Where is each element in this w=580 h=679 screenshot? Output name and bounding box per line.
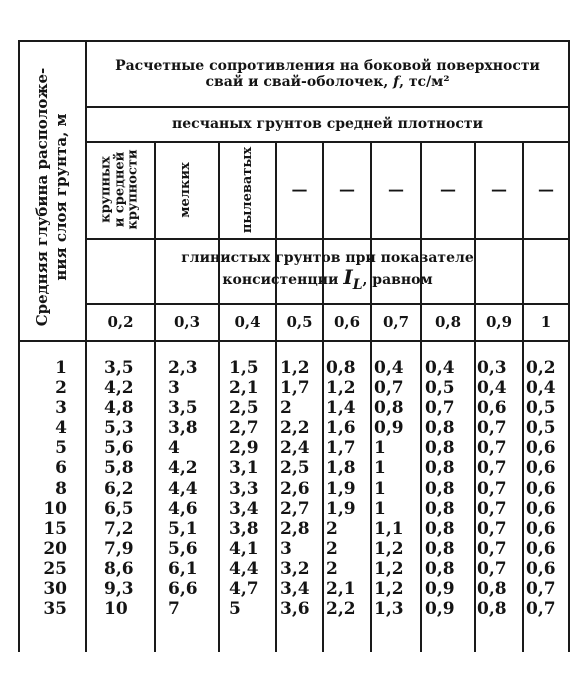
table-cell: 8,6 — [104, 558, 134, 579]
table-cell: 0,5 — [425, 378, 455, 399]
table-cell: 0,7 — [477, 478, 507, 499]
table-top-rule — [18, 40, 570, 42]
il-value-5: 0,6 — [333, 312, 361, 331]
dash-col-8: — — [491, 180, 507, 200]
table-cell: 3,5 — [104, 358, 134, 378]
header-bottom-rule — [18, 340, 570, 342]
table-cell: 1,9 — [326, 498, 356, 519]
table-cell: 3,8 — [229, 518, 259, 539]
table-cell: 5,6 — [168, 538, 198, 559]
table-cell: 2,5 — [229, 398, 259, 419]
values-column-3 — [229, 358, 259, 619]
depth-title-line2: ния слоя грунта, м — [52, 113, 70, 281]
table-cell: 0,5 — [526, 398, 556, 419]
table-cell: 0,8 — [425, 498, 455, 519]
table-cell: 0,8 — [425, 538, 455, 559]
depth-value: 6 — [55, 458, 67, 479]
depth-value: 4 — [55, 418, 67, 439]
values-column-1 — [104, 358, 134, 619]
table-cell: 1,4 — [326, 398, 356, 419]
dash-col-4: — — [291, 180, 308, 200]
resistance-symbol: f — [393, 74, 400, 90]
table-cell: 3,4 — [280, 579, 310, 600]
clay-title-line1: глинистых грунтов при показателе — [181, 249, 474, 266]
table-cell: 0,8 — [425, 518, 455, 539]
depth-title-line1: Средняя глубина расположе- — [33, 67, 52, 327]
table-cell: 0,7 — [477, 498, 507, 519]
table-cell: 2 — [280, 398, 292, 419]
table-cell: 4,8 — [104, 398, 134, 419]
table-cell: 0,6 — [526, 478, 556, 499]
table-cell: 3,8 — [168, 418, 198, 439]
table-cell: 2,4 — [280, 438, 310, 459]
table-cell: 0,6 — [526, 518, 556, 539]
table-cell: 2,1 — [229, 378, 259, 399]
table-cell: 4,4 — [229, 558, 259, 579]
table-cell: 0,9 — [374, 418, 404, 439]
table-cell: 0,2 — [526, 358, 556, 378]
table-cell: 2,8 — [280, 518, 310, 539]
table-cell: 0,8 — [425, 478, 455, 499]
liquidity-index-symbol: $I_L$ — [343, 265, 363, 293]
depth-value: 5 — [55, 438, 67, 459]
table-cell: 3,2 — [280, 558, 310, 579]
table-cell: 0,7 — [477, 558, 507, 579]
table-cell: 1 — [374, 478, 386, 499]
table-cell: 1,8 — [326, 458, 356, 479]
table-cell: 1,2 — [374, 558, 404, 579]
table-cell: 2 — [326, 538, 338, 559]
resistance-title — [87, 44, 568, 104]
clay-soils-title — [87, 240, 568, 303]
table-cell: 2 — [326, 558, 338, 579]
resistance-unit: , тс/м² — [399, 74, 450, 90]
table-cell: 1,3 — [374, 599, 404, 620]
table-cell: 0,4 — [425, 358, 455, 378]
values-column-4 — [280, 358, 310, 619]
table-cell: 2,2 — [280, 418, 310, 439]
values-column-5 — [326, 358, 356, 619]
depth-value: 2 — [55, 378, 67, 399]
il-value-2: 0,3 — [173, 312, 201, 331]
table-cell: 0,9 — [425, 579, 455, 600]
depth-value: 20 — [43, 538, 67, 559]
table-cell: 0,8 — [425, 458, 455, 479]
table-cell: 1 — [374, 458, 386, 479]
table-cell: 2 — [326, 518, 338, 539]
table-cell: 3,3 — [229, 478, 259, 499]
table-cell: 4,2 — [104, 378, 134, 399]
table-cell: 6,2 — [104, 478, 134, 499]
depth-value: 1 — [55, 358, 67, 378]
table-cell: 0,8 — [374, 398, 404, 419]
table-cell: 5 — [229, 599, 241, 620]
column-rule-1 — [154, 141, 156, 652]
table-cell: 2,3 — [168, 358, 198, 378]
table-cell: 2,5 — [280, 458, 310, 479]
table-cell: 5,6 — [104, 438, 134, 459]
table-cell: 1,6 — [326, 418, 356, 439]
sand-soils-title: песчаных грунтов средней плотности — [172, 116, 483, 133]
table-cell: 1,1 — [374, 518, 404, 539]
table-cell: 5,3 — [104, 418, 134, 439]
table-cell: 2,2 — [326, 599, 356, 620]
table-cell: 4,7 — [229, 579, 259, 600]
table-cell: 4,1 — [229, 538, 259, 559]
table-cell: 0,6 — [526, 538, 556, 559]
il-value-8: 0,9 — [485, 312, 513, 331]
table-cell: 1,5 — [229, 358, 259, 378]
table-cell: 6,6 — [168, 579, 198, 600]
dash-col-9: — — [538, 180, 554, 200]
table-cell: 0,8 — [425, 558, 455, 579]
table-cell: 0,8 — [425, 438, 455, 459]
table-cell: 7,2 — [104, 518, 134, 539]
table-cell: 0,8 — [477, 579, 507, 600]
depth-value: 30 — [43, 579, 67, 600]
il-value-4: 0,5 — [286, 312, 313, 331]
table-cell: 5,8 — [104, 458, 134, 479]
depth-value: 25 — [43, 558, 67, 579]
table-cell: 2,7 — [280, 498, 310, 519]
table-cell: 0,7 — [477, 418, 507, 439]
table-cell: 0,4 — [374, 358, 404, 378]
table-cell: 5,1 — [168, 518, 198, 539]
dash-col-5: — — [339, 180, 355, 200]
depth-value: 10 — [43, 498, 67, 519]
table-cell: 2,6 — [280, 478, 310, 499]
il-value-3: 0,4 — [234, 312, 261, 331]
table-cell: 0,5 — [526, 418, 556, 439]
dash-col-6: — — [388, 180, 404, 200]
table-cell: 0,7 — [477, 458, 507, 479]
depth-value: 15 — [43, 518, 67, 539]
table-cell: 1,2 — [374, 579, 404, 600]
resistance-title-line1: Расчетные сопротивления на боковой поверхности — [115, 57, 540, 74]
table-cell: 3,6 — [280, 599, 310, 620]
table-cell: 10 — [104, 599, 128, 620]
table-cell: 0,8 — [425, 418, 455, 439]
il-value-7: 0,8 — [434, 312, 462, 331]
values-column-2 — [168, 358, 198, 619]
table-cell: 2,7 — [229, 418, 259, 439]
table-cell: 3,4 — [229, 498, 259, 519]
depth-values-column — [20, 358, 67, 619]
table-cell: 0,7 — [477, 438, 507, 459]
table-cell: 0,7 — [374, 378, 404, 399]
table-cell: 0,3 — [477, 358, 507, 378]
table-cell: 3,1 — [229, 458, 259, 479]
table-cell: 3,5 — [168, 398, 198, 419]
table-cell: 2,1 — [326, 579, 356, 600]
table-cell: 1,2 — [326, 378, 356, 399]
table-cell: 7 — [168, 599, 180, 620]
depth-value: 35 — [43, 599, 67, 620]
il-value-6: 0,7 — [382, 312, 410, 331]
table-cell: 2,9 — [229, 438, 259, 459]
table-cell: 9,3 — [104, 579, 134, 600]
table-cell: 0,9 — [425, 599, 455, 620]
column-rule-2 — [218, 141, 220, 652]
clay-title-line2: консистенции $I_L$, равном — [222, 265, 433, 293]
table-cell: 0,7 — [477, 538, 507, 559]
sand-type-fine: мелких — [178, 162, 194, 218]
depth-column-title — [30, 47, 74, 347]
table-cell: 0,8 — [326, 358, 356, 378]
table-cell: 0,4 — [477, 378, 507, 399]
table-cell: 4,4 — [168, 478, 198, 499]
table-cell: 3 — [280, 538, 292, 559]
table-cell: 0,6 — [526, 458, 556, 479]
table-cell: 0,4 — [526, 378, 556, 399]
resistance-title-line2: свай и свай-оболочек, f, тс/м² — [205, 74, 450, 90]
table-right-border — [568, 40, 570, 652]
table-cell: 0,6 — [526, 558, 556, 579]
table-cell: 4 — [168, 438, 180, 459]
table-cell: 1,9 — [326, 478, 356, 499]
il-value-1: 0,2 — [107, 312, 134, 331]
table-cell: 3 — [168, 378, 180, 399]
table-cell: 4,6 — [168, 498, 198, 519]
table-cell: 0,7 — [425, 398, 455, 419]
table-cell: 0,6 — [526, 438, 556, 459]
sand-type-silty: пылеватых — [240, 146, 256, 234]
values-column-6 — [374, 358, 404, 619]
values-column-9 — [526, 358, 556, 619]
depth-value: 3 — [55, 398, 67, 419]
table-cell: 0,7 — [526, 599, 556, 620]
il-value-9: 1 — [540, 312, 552, 331]
table-cell: 0,7 — [477, 518, 507, 539]
table-cell: 1 — [374, 498, 386, 519]
table-cell: 0,7 — [526, 579, 556, 600]
values-column-7 — [425, 358, 455, 619]
dash-col-7: — — [440, 180, 456, 200]
table-cell: 6,1 — [168, 558, 198, 579]
table-cell: 1,7 — [326, 438, 356, 459]
table-cell: 0,6 — [526, 498, 556, 519]
table-cell: 7,9 — [104, 538, 134, 559]
table-cell: 0,6 — [477, 398, 507, 419]
table-cell: 1,2 — [374, 538, 404, 559]
depth-value: 8 — [55, 478, 67, 499]
table-cell: 1,2 — [280, 358, 310, 378]
table-cell: 6,5 — [104, 498, 134, 519]
table-cell: 4,2 — [168, 458, 198, 479]
table-cell: 0,8 — [477, 599, 507, 620]
table-cell: 1,7 — [280, 378, 310, 399]
table-cell: 1 — [374, 438, 386, 459]
sand-type-coarse: крупных и средней крупности — [98, 149, 141, 230]
values-column-8 — [477, 358, 507, 619]
